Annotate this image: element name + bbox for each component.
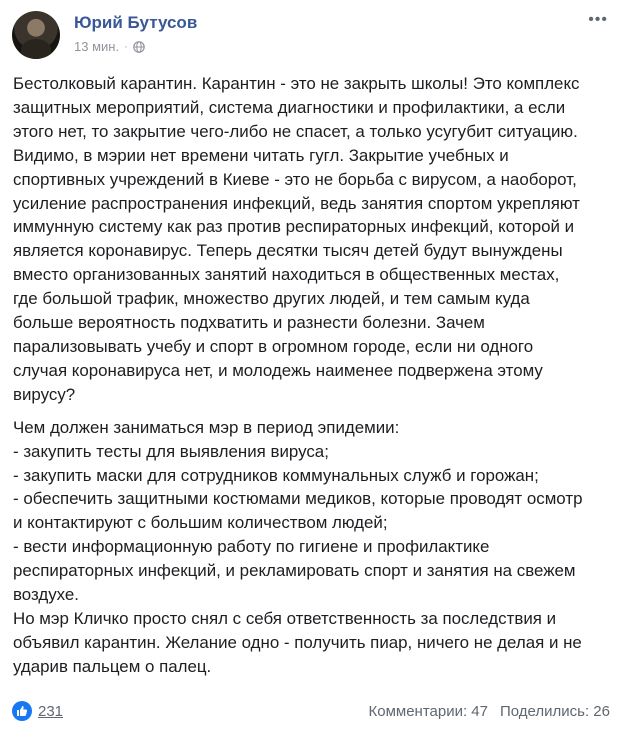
like-count[interactable]: 231 <box>38 702 64 720</box>
text-line: иммунную систему как раз против респираторных инфекций, которой и <box>13 217 575 237</box>
text-line: - вести информационную работу по гигиене и профилактике <box>13 537 490 557</box>
meta-separator: · <box>124 40 128 53</box>
like-icon[interactable] <box>12 701 32 721</box>
author-avatar[interactable] <box>12 11 60 59</box>
post-footer <box>12 698 610 724</box>
text-line: усиление распространения инфекций, ведь занятия спортом укрепляют <box>13 193 580 213</box>
text-line: вирусу? <box>13 384 76 404</box>
text-line: является коронавирус. Теперь десятки тысяч детей будут вынуждены <box>13 241 563 261</box>
post-meta <box>74 39 145 54</box>
more-icon[interactable]: ••• <box>588 11 608 28</box>
shares-count[interactable]: Поделились: 26 <box>500 702 610 720</box>
text-line: - обеспечить защитными костюмами медиков, которые проводят осмотр <box>13 489 583 509</box>
text-line: респираторных инфекций, и рекламировать спорт и занятия на свежем <box>13 561 576 581</box>
post-stats <box>369 703 611 720</box>
post-paragraph-1 <box>13 72 611 407</box>
thumbs-up-icon <box>16 705 28 717</box>
text-line: спортивных учреждений в Киеве - это не борьба с вирусом, а наоборот, <box>13 169 577 189</box>
text-line: больше вероятность подхватить и разнести болезни. Зачем <box>13 313 485 333</box>
text-line: Но мэр Кличко просто снял с себя ответственность за последствия и <box>13 608 557 628</box>
text-line: ударив пальцем о палец. <box>13 656 212 676</box>
post-timestamp[interactable]: 13 мин. <box>74 39 120 54</box>
text-line: вместо организованных занятий находиться в общественных местах, <box>13 265 560 285</box>
text-line: Бестолковый карантин. Карантин - это не закрыть школы! Это комплекс <box>13 74 580 93</box>
post-paragraph-2 <box>13 416 611 679</box>
text-line: этого нет, то закрытие чего-либо не спасет, а только усугубит ситуацию. <box>13 121 578 141</box>
author-name[interactable]: Юрий Бутусов <box>74 13 198 32</box>
text-line: случая коронавируса нет, и молодежь наименее подвержена этому <box>13 360 543 380</box>
post-body <box>13 72 611 688</box>
text-line: Видимо, в мэрии нет времени читать гугл. Закрытие учебных и <box>13 145 509 165</box>
text-line: воздухе. <box>13 585 80 605</box>
text-line: где большой трафик, множество других людей, и тем самым куда <box>13 289 530 309</box>
text-line: парализовывать учебу и спорт в огромном городе, если ни одного <box>13 336 534 356</box>
globe-icon[interactable] <box>133 41 145 53</box>
text-line: Чем должен заниматься мэр в период эпидемии: <box>13 417 400 437</box>
text-line: - закупить маски для сотрудников коммунальных служб и горожан; <box>13 465 539 485</box>
text-line: и контактируют с большим количеством людей; <box>13 513 388 533</box>
text-line: защитных мероприятий, система диагностики и профилактики, а если <box>13 97 566 117</box>
comments-count[interactable]: Комментарии: 47 <box>368 702 488 720</box>
text-line: объявил карантин. Желание одно - получить пиар, ничего не делая и не <box>13 632 582 652</box>
post-header <box>12 11 612 61</box>
reactions[interactable] <box>12 701 63 721</box>
text-line: - закупить тесты для выявления вируса; <box>13 441 329 461</box>
